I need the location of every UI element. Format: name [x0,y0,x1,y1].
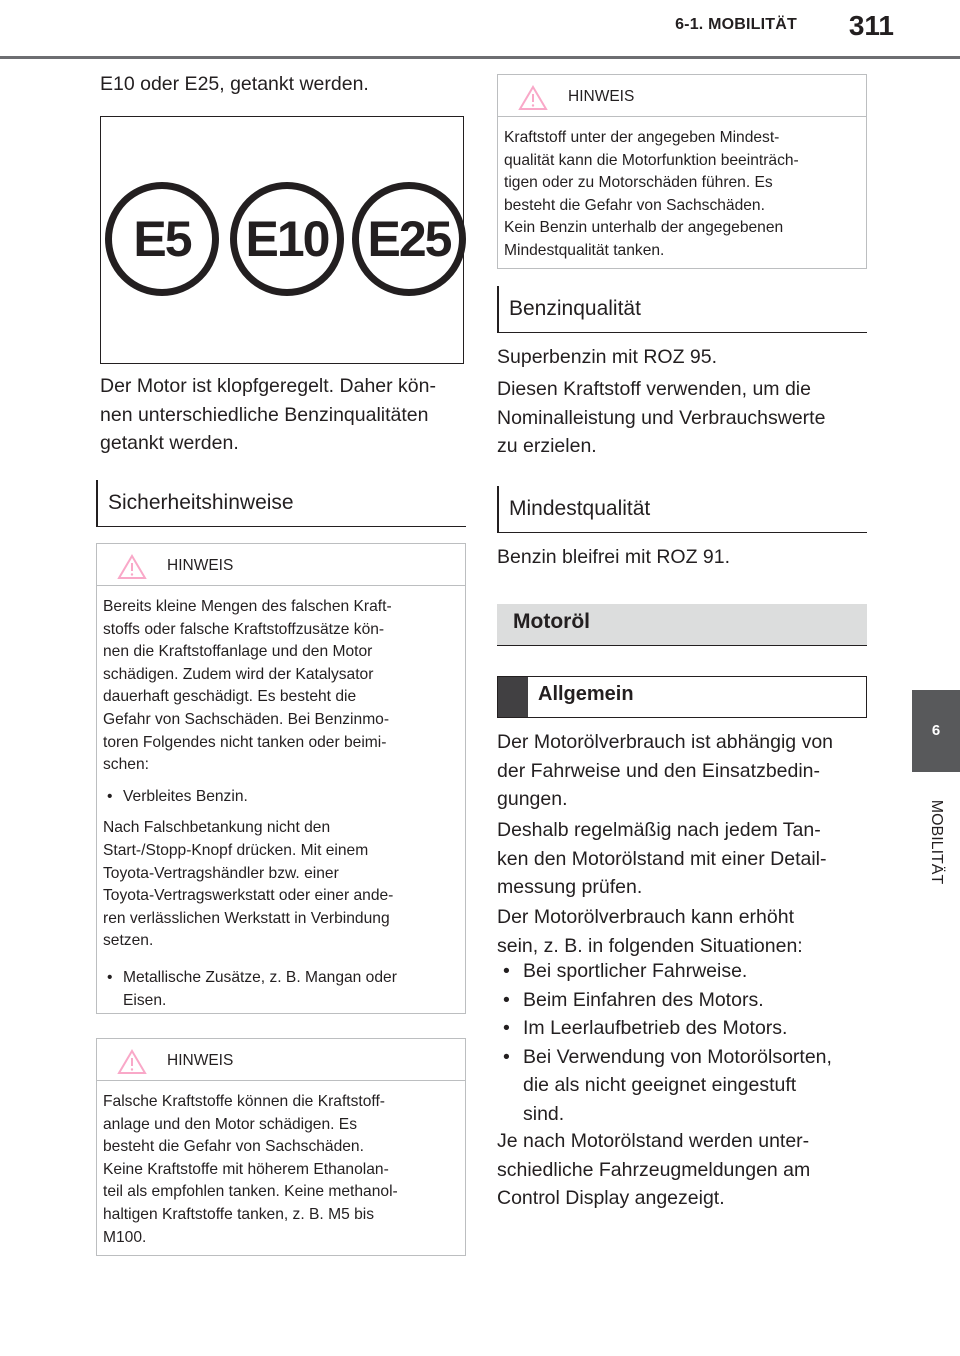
oil-situations-list [497,957,867,1128]
notice-1-bullet-lead: • Verbleites Benzin. [103,786,459,809]
engine-oil-section-heading: Motoröl [497,604,867,646]
section-title: 6-1. MOBILITÄT [675,16,797,33]
fuel-quality-text: Superbenzin mit ROZ 95. [497,346,718,368]
page-number: 311 [848,10,894,41]
list-item: • Bei sportlicher Fahrweise. [497,957,867,986]
oil-check-paragraph: Deshalb regelmäßig nach jedem Tan- ken den Motorölstand mit einer Detail- messung prüfen. [497,819,827,898]
notice-1-text-2: Nach Falschbetankung nicht den Start-/Stopp-Knopf drücken. Mit einem Toyota-Vertragshändler bzw. einer Toyota-Vertragswerkstatt oder einer ande- ren verlässlichen Werkstatt in Verbindung setzen. [103,819,394,950]
notice-label: HINWEIS [167,557,234,574]
header-rule [0,56,960,59]
notice-box-3 [497,74,867,269]
list-item: • Bei Verwendung von Motorölsorten, die als nicht geeignet eingestuft sind. [497,1043,867,1129]
notice-2-text: Falsche Kraftstoffe können die Kraftstoff- anlage und den Motor schädigen. Es besteht die Gefahr von Sachschäden. Keine Kraftstoffe mit höherem Ethanolan- teil als empfohlen tanken. Keine methanol- haltigen Kraftstoffe tanken, z. B. M5 bis M100. [103,1093,398,1246]
list-item: • Im Leerlaufbetrieb des Motors. [497,1014,867,1043]
oil-messages-paragraph: Je nach Motorölstand werden unter- schiedliche Fahrzeugmeldungen am Control Display angezeigt. [497,1130,811,1209]
oil-consumption-paragraph: Der Motorölverbrauch ist abhängig von der Fahrweise und den Einsatzbedin- gungen. [497,731,834,810]
notice-box-1 [96,543,466,1014]
notice-label: HINWEIS [568,88,635,105]
notice-1-text: Bereits kleine Mengen des falschen Kraft- stoffs oder falsche Kraftstoffzusätze kön- nen die Kraftstoffanlage und den Motor schädigen. Zudem wird der Katalysator dauerhaft geschädigt. Es besteht die Gefahr von Sachschäden. Bei Benzinmo- toren Folgendes nicht tanken oder beimi- schen: [103,598,392,774]
list-item: • Beim Einfahren des Motors. [497,986,867,1015]
intro-text: E10 oder E25, getankt werden. [100,73,369,95]
fuel-quality-paragraph: Diesen Kraftstoff verwenden, um die Nominalleistung und Verbrauchswerte zu erzielen. [497,378,826,457]
warning-triangle-icon [117,554,147,580]
warning-triangle-icon [518,85,548,111]
notice-label: HINWEIS [167,1052,234,1069]
warning-triangle-icon [117,1049,147,1075]
notice-3-text: Kraftstoff unter der angegeben Mindest- qualität kann die Motorfunktion beeinträch- tigen oder zu Motorschäden führen. Es besteht die Gefahr von Sachschäden. Kein Benzin unterhalb der angegebenen Mindestqualität tanken. [504,129,799,259]
minimum-quality-heading: Mindestqualität [497,486,867,532]
oil-increase-paragraph: Der Motorölverbrauch kann erhöht sein, z. B. in folgenden Situationen: [497,906,803,957]
chapter-side-label [918,785,954,905]
knock-control-paragraph: Der Motor ist klopfgeregelt. Daher kön- nen unterschiedliche Benzinqualitäten getankt werden. [100,375,436,454]
chapter-tab: 6 [912,690,960,772]
notice-1-bullet-metal: • Metallische Zusätze, z. B. Mangan oder Eisen. [103,967,459,1012]
chapter-side-text: MOBILITÄT [928,799,945,885]
e25-sign: E25 [352,182,466,296]
e10-sign: E10 [230,182,344,296]
notice-box-2 [96,1038,466,1256]
general-subsection-heading: Allgemein [497,676,867,718]
e5-sign: E5 [105,182,219,296]
safety-heading: Sicherheitshinweise [96,480,466,526]
minimum-quality-text: Benzin bleifrei mit ROZ 91. [497,546,731,568]
page-header [0,0,960,60]
fuel-quality-heading: Benzinqualität [497,286,867,332]
